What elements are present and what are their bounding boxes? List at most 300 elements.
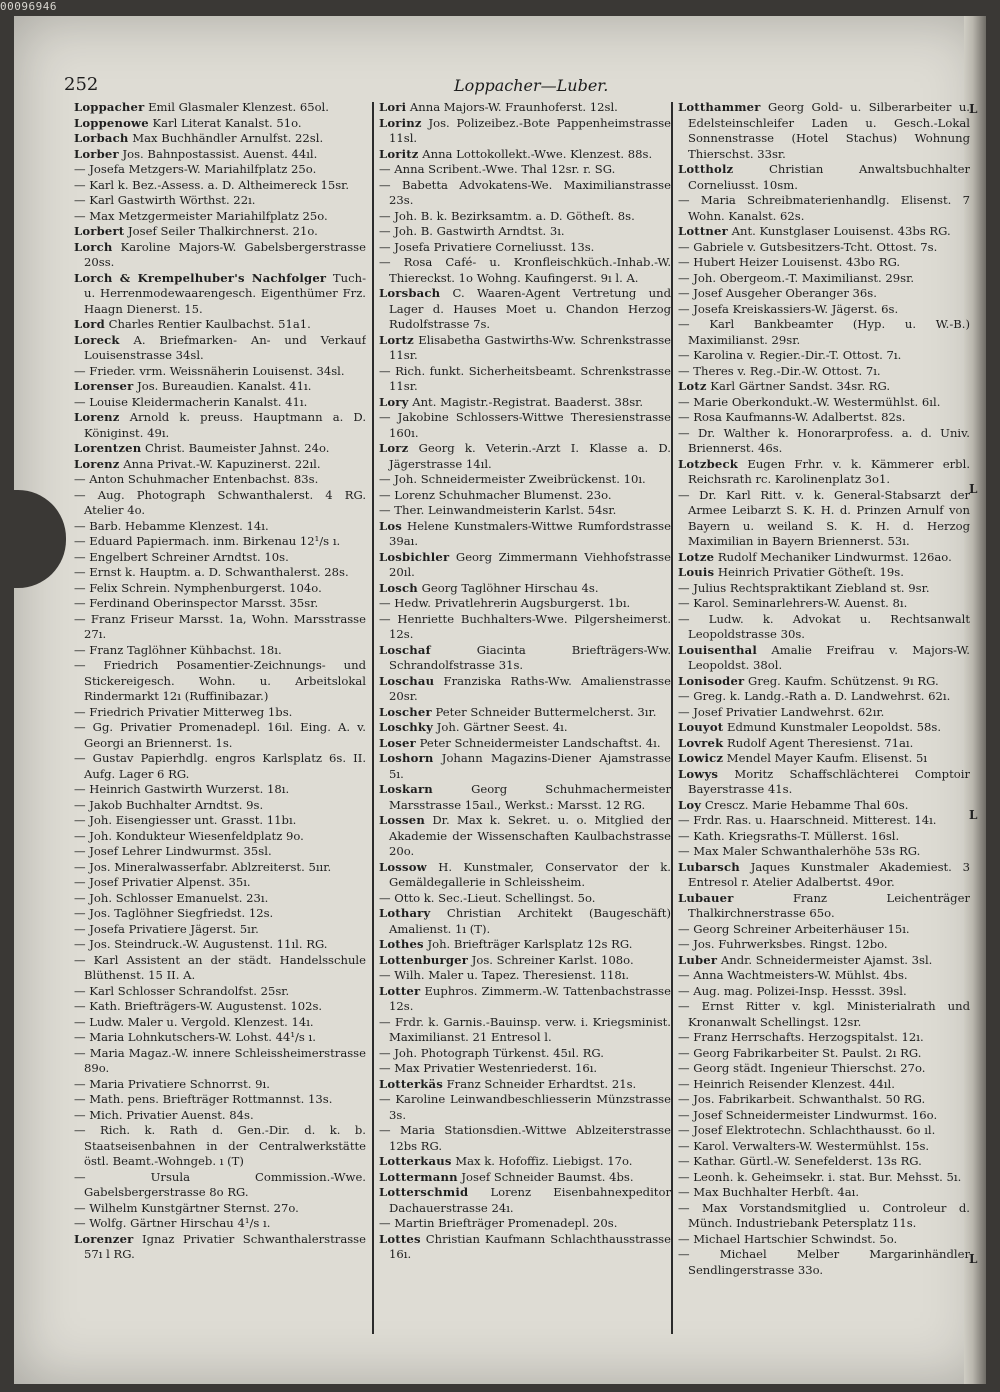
entry-surname: Lorenser: [74, 379, 134, 393]
entry-surname: Lorinz: [379, 115, 422, 130]
entry-surname: Lotze: [678, 549, 715, 564]
directory-entry: [74, 178, 366, 194]
directory-entry: [74, 658, 366, 705]
entry-details: Arnold k. preuss. Hauptmann a. D. Königinst. 49ı.: [84, 410, 366, 440]
entry-surname: Loshorn: [379, 751, 434, 765]
entry-surname: Lossow: [379, 859, 427, 874]
directory-entry: [678, 100, 970, 162]
entry-details: — Rich. funkt. Sicherheitsbeamt. Schrenkstrasse 11sr.: [379, 363, 671, 393]
directory-entry: [379, 441, 671, 472]
entry-details: — Eduard Papiermach. inm. Birkenau 12¹/s ı.: [74, 534, 341, 548]
entry-details: — Math. pens. Briefträger Rottmannst. 13s.: [74, 1092, 333, 1106]
directory-entry: [379, 255, 671, 286]
entry-details: — Dr. Karl Ritt. v. k. General-Stabsarzt der Armee Leibarzt S. K. H. d. Prinzen Arnulf von Bayern u. weiland S. K. H. d. Herzog Maximilian in Bayern Briennerst. 53ı.: [678, 487, 970, 548]
directory-entry: [379, 472, 671, 488]
entry-details: — Rosa Kaufmanns-W. Adalbertst. 82s.: [678, 410, 906, 424]
directory-entry: [74, 224, 366, 240]
entry-details: — Friedrich Privatier Mitterweg 1bs.: [74, 704, 293, 719]
entry-details: — Karl Schlosser Schrandolfst. 25sr.: [74, 983, 290, 998]
entry-details: Max k. Hofoffiz. Liebigst. 17o.: [451, 1154, 633, 1168]
directory-entry: [678, 705, 970, 721]
entry-details: — Rich. k. Rath d. Gen.-Dir. d. k. b. Staatseisenbahnen in der Centralwerkstätte östl. Beamt.-Wohngeb. ı (T): [74, 1123, 366, 1168]
scan-id: 00096946: [0, 0, 57, 13]
directory-entry: [74, 193, 366, 209]
entry-details: Mendel Mayer Kaufm. Elisenst. 5ı: [723, 751, 928, 765]
entry-surname: Loschaf: [379, 642, 431, 657]
directory-entry: [678, 488, 970, 550]
entry-details: — Joh. Schlosser Emanuelst. 23ı.: [74, 890, 269, 905]
entry-details: — Dr. Walther k. Honorarprofess. a. d. Univ. Briennerst. 46s.: [678, 425, 970, 455]
directory-entry: [379, 116, 671, 147]
directory-entry: [678, 193, 970, 224]
entry-details: — Franz Herrschafts. Herzogspitalst. 12ı.: [678, 1030, 924, 1044]
entry-details: C. Waaren-Agent Vertretung und Lager d. Hauses Moet u. Chandon Herzog Rudolfstrasse 7s.: [389, 286, 671, 331]
entry-details: — Michael Melber Margarinhändler Sendlingerstrasse 33o.: [678, 1247, 970, 1277]
entry-details: — Rosa Café- u. Kronfleischküch.-Inhab.-W. Thiereckst. 1o Wohng. Kaufingerst. 9ı l. A.: [379, 255, 671, 285]
directory-columns: [72, 100, 972, 1340]
directory-entry: [379, 488, 671, 504]
entry-details: — Ferdinand Oberinspector Marsst. 35sr.: [74, 596, 319, 610]
entry-surname: Lottner: [678, 224, 728, 238]
entry-details: Josef Schneider Baumst. 4bs.: [457, 1169, 634, 1184]
entry-details: Franz Schneider Erhardtst. 21s.: [442, 1076, 637, 1091]
entry-surname: Lottenburger: [379, 952, 469, 967]
entry-surname: Lottholz: [678, 162, 734, 176]
directory-entry: [379, 410, 671, 441]
directory-entry: [678, 550, 970, 566]
entry-details: — Wolfg. Gärtner Hirschau 4¹/s ı.: [74, 1216, 271, 1230]
entry-details: A. Briefmarken- An- und Verkauf Louisenstrasse 34sl.: [84, 332, 366, 362]
entry-details: — Franz Taglöhner Kühbachst. 18ı.: [74, 642, 282, 657]
entry-details: Edmund Kunstmaler Leopoldst. 58s.: [723, 720, 942, 734]
entry-details: Jos. Schreiner Karlst. 108o.: [468, 952, 634, 967]
entry-details: — Frdr. Ras. u. Haarschneid. Mitterest. 14ı.: [678, 813, 937, 827]
entry-details: Georg Taglöhner Hirschau 4s.: [417, 580, 599, 595]
directory-entry: [678, 643, 970, 674]
entry-details: Christian Anwaltsbuchhalter Corneliusst. 10sm.: [688, 162, 970, 192]
entry-details: — Engelbert Schreiner Arndtst. 10s.: [74, 549, 289, 564]
directory-entry: [379, 1170, 671, 1186]
entry-details: — Jakobine Schlossers-Wittwe Theresienstrasse 160ı.: [379, 410, 671, 440]
directory-entry: [74, 844, 366, 860]
directory-entry: [678, 302, 970, 318]
directory-entry: [678, 1185, 970, 1201]
entry-details: Lorenz Eisenbahnexpeditor Dachauerstrasse 24ı.: [389, 1185, 671, 1215]
entry-details: — Felix Schrein. Nymphenburgerst. 104o.: [74, 580, 322, 595]
directory-entry: [379, 1154, 671, 1170]
entry-details: — Josef Lehrer Lindwurmst. 35sl.: [74, 844, 272, 858]
directory-entry: [74, 410, 366, 441]
directory-entry: [379, 550, 671, 581]
directory-entry: [678, 953, 970, 969]
entry-surname: Lothes: [379, 937, 424, 951]
directory-entry: [678, 751, 970, 767]
directory-entry: [74, 209, 366, 225]
directory-entry: [74, 1030, 366, 1046]
directory-entry: [74, 1201, 366, 1217]
page-number: 252: [64, 74, 99, 95]
directory-entry: [678, 984, 970, 1000]
entry-details: Elisabetha Gastwirths-Ww. Schrenkstrasse 11sr.: [389, 332, 671, 362]
directory-entry: [74, 1077, 366, 1093]
directory-entry: [74, 534, 366, 550]
entry-surname: Lorentzen: [74, 441, 142, 455]
directory-entry: [379, 720, 671, 736]
entry-surname: Lotterschmid: [379, 1185, 469, 1199]
directory-entry: [678, 798, 970, 814]
entry-details: Anna Majors-W. Fraunhoferst. 12sl.: [406, 100, 618, 114]
directory-entry: [678, 565, 970, 581]
directory-entry: [379, 891, 671, 907]
directory-entry: [74, 472, 366, 488]
directory-entry: [678, 1108, 970, 1124]
directory-entry: [379, 1015, 671, 1046]
entry-details: — Karl Gastwirth Wörthst. 22ı.: [74, 193, 256, 207]
entry-details: Amalie Freifrau v. Majors-W. Leopoldst. 38ol.: [688, 642, 970, 672]
entry-details: Jos. Polizeibez.-Bote Pappenheimstrasse 11sl.: [389, 115, 671, 145]
entry-details: — Maria Lohnkutschers-W. Lohst. 44¹/s ı.: [74, 1030, 316, 1044]
entry-details: — Karl k. Bez.-Assess. a. D. Altheimereck 15sr.: [74, 177, 350, 192]
entry-surname: Lorber: [74, 146, 119, 161]
directory-entry: [74, 1170, 366, 1201]
entry-details: — Karoline Leinwandbeschliesserin Münzstrasse 3s.: [379, 1092, 671, 1122]
entry-details: — Anna Scribent.-Wwe. Thal 12sr. r. SG.: [379, 162, 616, 176]
directory-entry: [74, 162, 366, 178]
directory-entry: [74, 565, 366, 581]
directory-entry: [379, 906, 671, 937]
entry-details: — Joh. Obergeom.-T. Maximilianst. 29sr.: [678, 270, 915, 285]
entry-details: Rudolf Agent Theresienst. 71aı.: [723, 735, 914, 750]
entry-surname: Lotter: [379, 983, 421, 998]
entry-surname: Lotterkaus: [379, 1154, 452, 1168]
entry-details: Andr. Schneidermeister Ajamst. 3sl.: [717, 952, 933, 967]
directory-entry: [379, 813, 671, 860]
entry-details: — Ernst Ritter v. kgl. Ministerialrath und Kronanwalt Schellingst. 12sr.: [678, 999, 970, 1029]
entry-details: — Max Metzgermeister Mariahilfplatz 25o.: [74, 208, 328, 223]
directory-entry: [379, 984, 671, 1015]
entry-details: — Jos. Taglöhner Siegfriedst. 12s.: [74, 906, 274, 920]
entry-surname: Loscher: [379, 704, 432, 719]
directory-entry: [678, 255, 970, 271]
directory-entry: [678, 271, 970, 287]
directory-entry: [379, 736, 671, 752]
entry-details: — Jos. Fuhrwerksbes. Ringst. 12bo.: [678, 937, 888, 951]
directory-entry: [379, 782, 671, 813]
directory-entry: [74, 875, 366, 891]
entry-details: — Max Maler Schwanthalerhöhe 53s RG.: [678, 844, 921, 858]
entry-details: — Gg. Privatier Promenadepl. 16ıl. Eing. A. v. Georgi an Briennerst. 1s.: [74, 720, 366, 750]
entry-surname: Lonisoder: [678, 673, 745, 688]
entry-details: — Lorenz Schuhmacher Blumenst. 23o.: [379, 487, 612, 502]
entry-details: — Kath. Briefträgers-W. Augustenst. 102s.: [74, 999, 323, 1013]
directory-entry: [74, 829, 366, 845]
entry-details: — Josef Elektrotechn. Schlachthausst. 6o ıl.: [678, 1123, 936, 1137]
entry-details: — Kathar. Gürtl.-W. Senefelderst. 13s RG.: [678, 1154, 922, 1168]
entry-details: — Kath. Kriegsraths-T. Müllerst. 16sl.: [678, 828, 900, 843]
entry-details: Euphros. Zimmerm.-W. Tattenbachstrasse 12s.: [389, 983, 671, 1013]
entry-details: Jos. Bahnpostassist. Auenst. 44ıl.: [118, 146, 318, 161]
directory-entry: [678, 596, 970, 612]
directory-entry: [678, 937, 970, 953]
directory-entry: [678, 1247, 970, 1278]
entry-surname: Loppenowe: [74, 115, 149, 130]
entry-surname: Lottermann: [379, 1169, 458, 1184]
directory-entry: [678, 240, 970, 256]
directory-entry: [379, 147, 671, 163]
entry-details: — Wilhelm Kunstgärtner Sternst. 27o.: [74, 1200, 299, 1215]
entry-surname: Lortz: [379, 332, 414, 347]
entry-details: Rudolf Mechaniker Lindwurmst. 126ao.: [714, 549, 952, 564]
directory-entry: [678, 286, 970, 302]
directory-entry: [74, 441, 366, 457]
directory-entry: [678, 1139, 970, 1155]
directory-entry: [678, 767, 970, 798]
directory-entry: [74, 984, 366, 1000]
directory-entry: [678, 348, 970, 364]
directory-entry: [379, 162, 671, 178]
entry-details: — Otto k. Sec.-Lieut. Schellingst. 5o.: [379, 890, 596, 905]
entry-details: Georg Gold- u. Silberarbeiter u. Edelsteinschleifer Laden u. Gesch.-Lokal Sonnenstrasse (Hotel Stachus) Wohnung Thierschst. 33sr.: [688, 100, 970, 161]
directory-entry: [678, 1092, 970, 1108]
directory-entry: [678, 1046, 970, 1062]
directory-entry: [74, 953, 366, 984]
entry-details: Anna Lottokollekt.-Wwe. Klenzest. 88s.: [418, 146, 653, 161]
directory-entry: [74, 131, 366, 147]
entry-details: — Gustav Papierhdlg. engros Karlsplatz 6s. II. Aufg. Lager 6 RG.: [74, 751, 366, 781]
entry-details: — Karl Bankbeamter (Hyp. u. W.-B.) Maximilianst. 29sr.: [678, 317, 970, 347]
edge-letter: L: [969, 1252, 978, 1266]
entry-surname: Loskarn: [379, 782, 433, 796]
directory-entry: [74, 782, 366, 798]
entry-details: — Anton Schuhmacher Entenbachst. 83s.: [74, 472, 319, 486]
entry-details: Christian Architekt (Baugeschäft) Amalienst. 1ı (T).: [389, 906, 671, 936]
directory-entry: [74, 1123, 366, 1170]
column-1: [74, 100, 366, 1340]
entry-details: Joh. Gärtner Seest. 4ı.: [433, 720, 568, 734]
entry-details: Franziska Raths-Ww. Amalienstrasse 20sr.: [389, 673, 671, 703]
directory-entry: [74, 1216, 366, 1232]
directory-page: [14, 16, 986, 1384]
directory-entry: [74, 581, 366, 597]
entry-details: — Josef Privatier Alpenst. 35ı.: [74, 875, 251, 889]
entry-details: Dr. Max k. Sekret. u. o. Mitglied der Akademie der Wissenschaften Kaulbachstrasse 20o.: [389, 813, 671, 858]
entry-surname: Lorz: [379, 441, 409, 455]
entry-details: — Maria Stationsdien.-Wittwe Ablzeiterstrasse 12bs RG.: [379, 1123, 671, 1153]
entry-details: H. Kunstmaler, Conservator der k. Gemäldegallerie in Schleissheim.: [389, 859, 671, 889]
directory-entry: [74, 1092, 366, 1108]
entry-details: Peter Schneider Buttermelcherst. 3ır.: [431, 704, 657, 719]
directory-entry: [74, 906, 366, 922]
column-2: [379, 100, 671, 1340]
directory-entry: [678, 1077, 970, 1093]
entry-details: — Mich. Privatier Auenst. 84s.: [74, 1107, 254, 1122]
directory-entry: [379, 1185, 671, 1216]
directory-entry: [74, 240, 366, 271]
entry-details: Jos. Bureaudien. Kanalst. 41ı.: [133, 379, 312, 393]
directory-entry: [74, 271, 366, 318]
directory-entry: [379, 1046, 671, 1062]
entry-details: — Jos. Fabrikarbeit. Schwanthalst. 50 RG.: [678, 1092, 926, 1106]
entry-details: Max Buchhändler Arnulfst. 22sl.: [128, 131, 324, 145]
directory-entry: [678, 457, 970, 488]
entry-surname: Los: [379, 518, 403, 533]
entry-details: Helene Kunstmalers-Wittwe Rumfordstrasse 39aı.: [389, 518, 671, 548]
entry-surname: Losch: [379, 580, 418, 595]
directory-entry: [379, 178, 671, 209]
directory-entry: [74, 550, 366, 566]
directory-entry: [678, 1232, 970, 1248]
directory-entry: [678, 1170, 970, 1186]
entry-surname: Lorbach: [74, 131, 129, 145]
directory-entry: [74, 798, 366, 814]
entry-details: Tuch- u. Herrenmodewaarengesch. Eigenthümer Frz. Haagn Dienerst. 15.: [84, 270, 366, 316]
entry-surname: Lord: [74, 317, 105, 331]
directory-entry: [74, 1046, 366, 1077]
entry-details: — Hubert Heizer Louisenst. 43bo RG.: [678, 255, 901, 269]
entry-details: — Ludw. Maler u. Vergold. Klenzest. 14ı.: [74, 1014, 314, 1029]
edge-letter: L: [969, 102, 978, 116]
entry-surname: Lorbert: [74, 224, 125, 238]
directory-entry: [379, 395, 671, 411]
directory-entry: [678, 426, 970, 457]
entry-details: — Julius Rechtspraktikant Ziebland st. 9sr.: [678, 580, 930, 595]
entry-surname: Lorenz: [74, 410, 120, 424]
directory-entry: [379, 209, 671, 225]
directory-entry: [678, 674, 970, 690]
directory-entry: [379, 224, 671, 240]
directory-entry: [74, 999, 366, 1015]
entry-surname: Lothary: [379, 906, 431, 920]
directory-entry: [678, 224, 970, 240]
edge-letter: L: [969, 808, 978, 822]
directory-entry: [678, 1061, 970, 1077]
directory-entry: [379, 596, 671, 612]
entry-surname: Louyot: [678, 720, 724, 734]
entry-details: — Georg Fabrikarbeiter St. Paulst. 2ı RG.: [678, 1045, 922, 1060]
directory-entry: [678, 720, 970, 736]
entry-details: — Maria Privatiere Schnorrst. 9ı.: [74, 1076, 270, 1091]
directory-entry: [379, 674, 671, 705]
directory-entry: [678, 999, 970, 1030]
entry-surname: Loritz: [379, 146, 419, 161]
entry-details: — Joh. Photograph Türkenst. 45ıl. RG.: [379, 1045, 604, 1060]
directory-entry: [678, 1201, 970, 1232]
entry-surname: Loreck: [74, 332, 120, 347]
directory-entry: [678, 379, 970, 395]
directory-entry: [379, 364, 671, 395]
entry-details: Ant. Magistr.-Registrat. Baaderst. 38sr.: [408, 394, 644, 409]
entry-details: — Greg. k. Landg.-Rath a. D. Landwehrst. 62ı.: [678, 689, 951, 703]
column-rule: [671, 102, 673, 1334]
entry-details: — Heinrich Gastwirth Wurzerst. 18ı.: [74, 782, 290, 796]
entry-details: — Barb. Hebamme Klenzest. 14ı.: [74, 518, 269, 533]
entry-surname: Lory: [379, 394, 409, 409]
entry-details: Eugen Frhr. v. k. Kämmerer erbl. Reichsrath rc. Karolinenplatz 3o1.: [688, 456, 970, 486]
entry-details: Karoline Majors-W. Gabelsbergerstrasse 20ss.: [84, 239, 366, 269]
directory-entry: [74, 147, 366, 163]
entry-surname: Lotz: [678, 379, 707, 393]
directory-entry: [74, 596, 366, 612]
entry-details: — Josefa Metzgers-W. Mariahilfplatz 25o.: [74, 162, 317, 176]
entry-details: Georg k. Veterin.-Arzt I. Klasse a. D. Jägerstrasse 14ıl.: [389, 441, 671, 471]
directory-entry: [74, 860, 366, 876]
entry-details: — Ludw. k. Advokat u. Rechtsanwalt Leopoldstrasse 30s.: [678, 611, 970, 641]
entry-details: — Ther. Leinwandmeisterin Karlst. 54sr.: [379, 503, 617, 517]
directory-entry: [379, 612, 671, 643]
entry-surname: Lotthammer: [678, 100, 761, 114]
entry-details: — Georg Schreiner Arbeiterhäuser 15ı.: [678, 921, 910, 936]
entry-details: — Max Buchhalter Herbſt. 4aı.: [678, 1185, 860, 1199]
entry-details: — Joh. B. k. Bezirksamtm. a. D. Götheſt. 8s.: [379, 208, 635, 223]
entry-details: — Gabriele v. Gutsbesitzers-Tcht. Ottost. 7s.: [678, 239, 938, 254]
entry-details: — Maria Schreibmaterienhandlg. Elisenst. 7 Wohn. Kanalst. 62s.: [678, 193, 970, 223]
directory-entry: [379, 581, 671, 597]
entry-surname: Lowicz: [678, 751, 724, 765]
entry-surname: Lorenz: [74, 456, 120, 471]
entry-details: — Franz Friseur Marsst. 1a, Wohn. Marsstrasse 27ı.: [74, 611, 366, 641]
directory-entry: [379, 1077, 671, 1093]
entry-details: — Heinrich Reisender Klenzest. 44ıl.: [678, 1076, 895, 1091]
directory-entry: [678, 689, 970, 705]
directory-entry: [678, 317, 970, 348]
entry-surname: Loy: [678, 797, 702, 812]
directory-entry: [74, 1232, 366, 1263]
directory-entry: [74, 317, 366, 333]
directory-entry: [379, 860, 671, 891]
directory-entry: [678, 736, 970, 752]
directory-entry: [678, 844, 970, 860]
directory-entry: [678, 860, 970, 891]
directory-entry: [74, 937, 366, 953]
directory-entry: [74, 379, 366, 395]
entry-details: — Maria Magaz.-W. innere Schleissheimerstrasse 89o.: [74, 1045, 366, 1075]
directory-entry: [379, 968, 671, 984]
entry-details: Emil Glasmaler Klenzest. 65ol.: [144, 100, 329, 114]
directory-entry: [678, 612, 970, 643]
directory-entry: [74, 1015, 366, 1031]
entry-details: Anna Privat.-W. Kapuzinerst. 22ıl.: [119, 456, 321, 471]
directory-entry: [74, 100, 366, 116]
directory-entry: [678, 813, 970, 829]
entry-details: Georg Zimmermann Viehhofstrasse 20ıl.: [389, 549, 671, 579]
entry-details: — Joh. Schneidermeister Zweibrückenst. 10ı.: [379, 472, 646, 486]
directory-entry: [379, 1123, 671, 1154]
entry-surname: Lotzbeck: [678, 456, 738, 471]
entry-details: Heinrich Privatier Götheſt. 19s.: [714, 565, 904, 579]
entry-surname: Lubauer: [678, 890, 734, 905]
entry-details: — Wilh. Maler u. Tapez. Theresienst. 118ı.: [379, 968, 630, 982]
directory-entry: [678, 1030, 970, 1046]
entry-details: — Aug. mag. Polizei-Insp. Hessst. 39sl.: [678, 983, 907, 998]
directory-entry: [379, 705, 671, 721]
directory-entry: [379, 1092, 671, 1123]
entry-details: — Josef Schneidermeister Lindwurmst. 16o.: [678, 1107, 938, 1122]
entry-details: Moritz Schaffschlächterei Comptoir Bayerstrasse 41s.: [688, 766, 970, 796]
entry-details: — Friedrich Posamentier-Zeichnungs- und Stickereigesch. Wohn. u. Arbeitslokal Rindermarkt 12ı (Ruffinibazar.): [74, 658, 366, 703]
edge-letter: L: [969, 482, 978, 496]
punch-hole: [12, 490, 66, 588]
directory-entry: [74, 751, 366, 782]
directory-entry: [678, 581, 970, 597]
directory-entry: [379, 1061, 671, 1077]
entry-surname: Lori: [379, 100, 407, 114]
entry-surname: Luber: [678, 952, 718, 967]
directory-entry: [379, 1232, 671, 1263]
directory-entry: [678, 829, 970, 845]
directory-entry: [379, 240, 671, 256]
directory-entry: [379, 503, 671, 519]
directory-entry: [74, 813, 366, 829]
